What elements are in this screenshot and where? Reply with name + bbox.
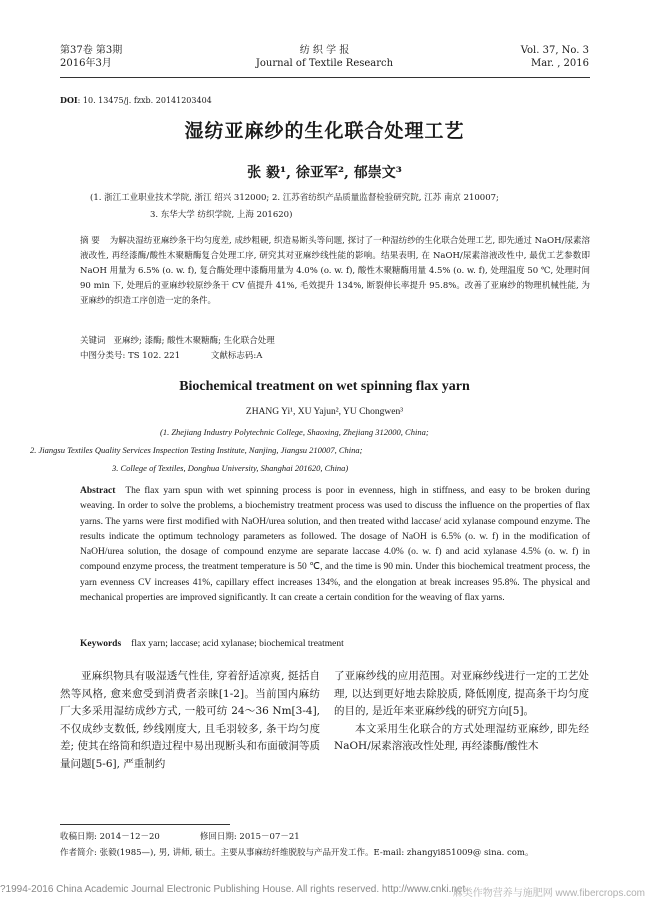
header-volume-en [521,44,589,70]
affiliation-line: 3. 东华大学 纺织学院, 上海 201620) [150,210,293,220]
document-code-value: A [256,351,263,361]
journal-name-en: Journal of Textile Research [255,58,394,69]
affiliation-line: 2. Jiangsu Textiles Quality Services Inspection Testing Institute, Nanjing, Jiangsu 210007, China; [30,445,363,455]
body-paragraph: 本文采用生化联合的方式处理湿纺亚麻纱, 即先经 NaOH/尿素溶液改性处理, 再经漆酶/酸性木 [334,722,589,753]
copyright-watermark: ?1994-2016 China Academic Journal Electronic Publishing House. All rights reserved. http://www.cnki.net [0,884,466,895]
keywords-cn [80,334,590,346]
abstract-text-cn: 为解决湿纺亚麻纱条干均匀度差, 成纱粗硬, 织造易断头等问题, 探讨了一种湿纺纱的生化联合处理工艺, 即先通过 NaOH/尿素溶液改性, 再经漆酶/酸性木聚糖酶复合处理工序, 研究其对亚麻纱线性能的影响。结果表明, 在 NaOH/尿素溶液改性中, 最优工艺参数即 NaOH 用量为 6.5% (o. w. f), 复合酶处理中漆酶用量为 4.0% (o. w. f), 酸性木聚糖酶用量 4.5% (o. w. f), 处理温度 50 ℃, 处理时间 90 min 下, 处理后的亚麻纱较原纱条干 CV 值提升 41%, 毛效提升 134%, 断裂伸长率提升 95.8%。改善了亚麻纱的物理机械性能, 为亚麻纱的织造工序创造一定的条件。 [80,236,590,306]
abstract-text-en: The flax yarn spun with wet spinning process is poor in evenness, high in stiffness, and easy to be broken during weaving. In order to solve the problems, a biochemistry treatment process was used to discuss the influence on the properties of flax yarns. The yarns were first modified with NaOH/urea solution, and then treated withd laccase/ acid xylanase compound enzyme. The results indicate the optimum technology parameters as followed. The dosage of NaOH is 6.5% (o. w. f) in the modification of NaOH/urea solution, the dosage of compound enzyme are separate laccase 4.0% (o. w. f) and acid xylanase 4.5% (o. w. f) in compound enzyme process, the treatment temperature is 50 ℃, and the time is 90 min. Under this biochemical treatment process, the yarn evenness CV increases 41%, capillary effect increases 134%, and the elongation at break increases 95.8%. The physical and mechanical properties are improved significantly. It can create a certain condition for the weaving of flax yarns. [80,486,590,604]
body-left-column [60,668,320,774]
authors-en: ZHANG Yi¹, XU Yajun², YU Chongwen³ [245,407,404,417]
doi [60,95,212,105]
keywords-label-cn: 关键词 [80,336,106,346]
document-code-label: 文献标志码: [210,351,257,361]
date-en: Mar. , 2016 [530,58,589,69]
affiliations-cn [90,190,590,224]
abstract-cn [80,234,590,309]
journal-name-cn: 纺 织 学 报 [299,45,350,56]
revised-date: 修回日期: 2015－07－21 [199,832,300,842]
site-watermark: 麻类作物营养与施肥网 www.fibercrops.com [452,888,645,899]
classification-cn [80,349,590,361]
body-paragraph: 亚麻织物具有吸湿透气性佳, 穿着舒适凉爽, 挺括自然等风格, 愈来愈受到消费者亲睐[1-2]。当前国内麻纺厂大多采用湿纺成纱方式, 一般可纺 24～36 Nm[3-4], 不仅成纱支数低, 纱线刚度大, 且毛羽较多, 条干均匀度差; 使其在络筒和织造过程中易出现断头和布面破洞等质量问题[5-6], 严重制约 [60,670,320,770]
abstract-label-cn: 摘 要 [80,236,100,246]
authors-cn: 张 毅¹, 徐亚军², 郁崇文³ [247,165,402,181]
keywords-text-en: flax yarn; laccase; acid xylanase; biochemical treatment [131,639,344,649]
volume-issue-cn: 第37卷 第3期 [60,45,123,56]
affiliation-line: (1. Zhejiang Industry Polytechnic College, Shaoxing, Zhejiang 312000, China; [160,427,429,437]
footnote-dates [60,830,300,842]
affiliation-line: 3. College of Textiles, Donghua University, Shanghai 201620, China) [112,463,349,473]
header-divider [60,77,590,78]
classification-value: TS 102. 221 [128,351,181,361]
volume-issue-en: Vol. 37, No. 3 [520,45,589,56]
keywords-en [80,639,590,649]
doi-value: : 10. 13475/j. fzxb. 20141203404 [77,96,212,105]
date-cn: 2016年3月 [60,58,112,69]
paper-title-en: Biochemical treatment on wet spinning flax yarn [179,379,470,394]
affiliations-en [30,423,600,477]
keywords-label-en: Keywords [80,639,122,649]
received-date: 收稿日期: 2014－12－20 [60,832,160,842]
footnote-divider [60,824,230,825]
abstract-label-en: Abstract [80,486,116,496]
abstract-en [80,484,590,606]
classification-label: 中图分类号: [80,351,126,361]
paper-title-cn: 湿纺亚麻纱的生化联合处理工艺 [184,120,465,142]
affiliation-line: (1. 浙江工业职业技术学院, 浙江 绍兴 312000; 2. 江苏省纺织产品质量监督检验研究院, 江苏 南京 210007; [90,193,499,203]
doi-label: DOI [60,95,78,105]
body-right-column [334,668,589,756]
keywords-text-cn: 亚麻纱; 漆酶; 酸性木聚糖酶; 生化联合处理 [113,336,275,346]
body-paragraph: 了亚麻纱线的应用范围。对亚麻纱线进行一定的工艺处理, 以达到更好地去除胶质, 降低刚度, 提高条干均匀度的目的, 是近年来亚麻纱线的研究方向[5]。 [334,670,589,718]
footnote-author: 作者简介: 张毅(1985—), 男, 讲师, 硕士。主要从事麻纺纤维脱胶与产品开发工作。E-mail: zhangyi851009@ sina. com。 [60,848,534,858]
